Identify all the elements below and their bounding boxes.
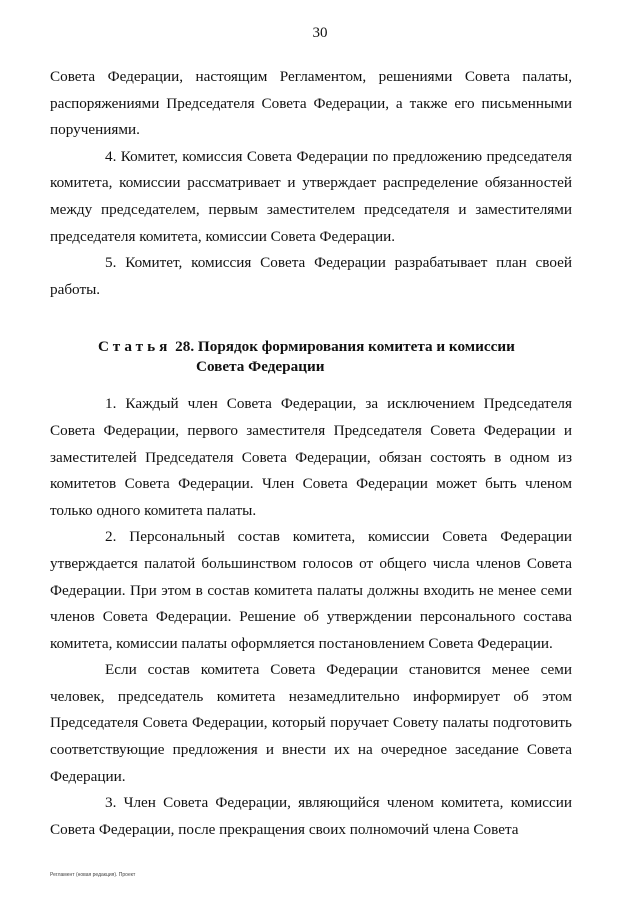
article-title-line1: 28. Порядок формирования комитета и комиссии (171, 338, 515, 356)
article-title-line2: Совета Федерации (196, 358, 325, 376)
footer-note: Регламент (новая редакция). Проект (50, 872, 136, 878)
paragraph-continuation: Совета Федерации, настоящим Регламентом, решениями Совета палаты, распоряжениями Председателя Совета Федерации, а также его письменными поручениями. (50, 68, 572, 139)
paragraph-article-item-2: 2. Персональный состав комитета, комиссии Совета Федерации утверждается палатой большинством голосов от общего числа членов Совета Федерации. При этом в состав комитета палаты должны входить не менее семи членов Совета Федерации. Решение об утверждении персонального состава комитета, комиссии палаты оформляется постановлением Совета Федерации. (50, 528, 572, 652)
page-number: 30 (312, 25, 328, 41)
document-body (50, 64, 572, 843)
article-label: Статья (98, 338, 172, 356)
paragraph-article-item-2-cont: Если состав комитета Совета Федерации становится менее семи человек, председатель комитета незамедлительно информирует об этом Председателя Совета Федерации, который поручает Совету палаты подготовить соответствующие предложения и внести их на очередное заседание Совета Федерации. (50, 661, 572, 785)
paragraph-article-item-1: 1. Каждый член Совета Федерации, за исключением Председателя Совета Федерации, первого заместителя Председателя Совета Федерации и заместителей Председателя Совета Федерации, обязан состоять в одном из комитетов Совета Федерации. Член Совета Федерации может быть членом только одного комитета палаты. (50, 395, 572, 519)
article-heading (50, 337, 572, 377)
paragraph-article-item-3: 3. Член Совета Федерации, являющийся членом комитета, комиссии Совета Федерации, после прекращения своих полномочий члена Совета (50, 794, 572, 838)
paragraph-item-4: 4. Комитет, комиссия Совета Федерации по предложению председателя комитета, комиссии рассматривает и утверждает распределение обязанностей между председателем, первым заместителем председателя и заместителями председателя комитета, комиссии Совета Федерации. (50, 147, 572, 245)
paragraph-item-5: 5. Комитет, комиссия Совета Федерации разрабатывает план своей работы. (50, 254, 572, 298)
